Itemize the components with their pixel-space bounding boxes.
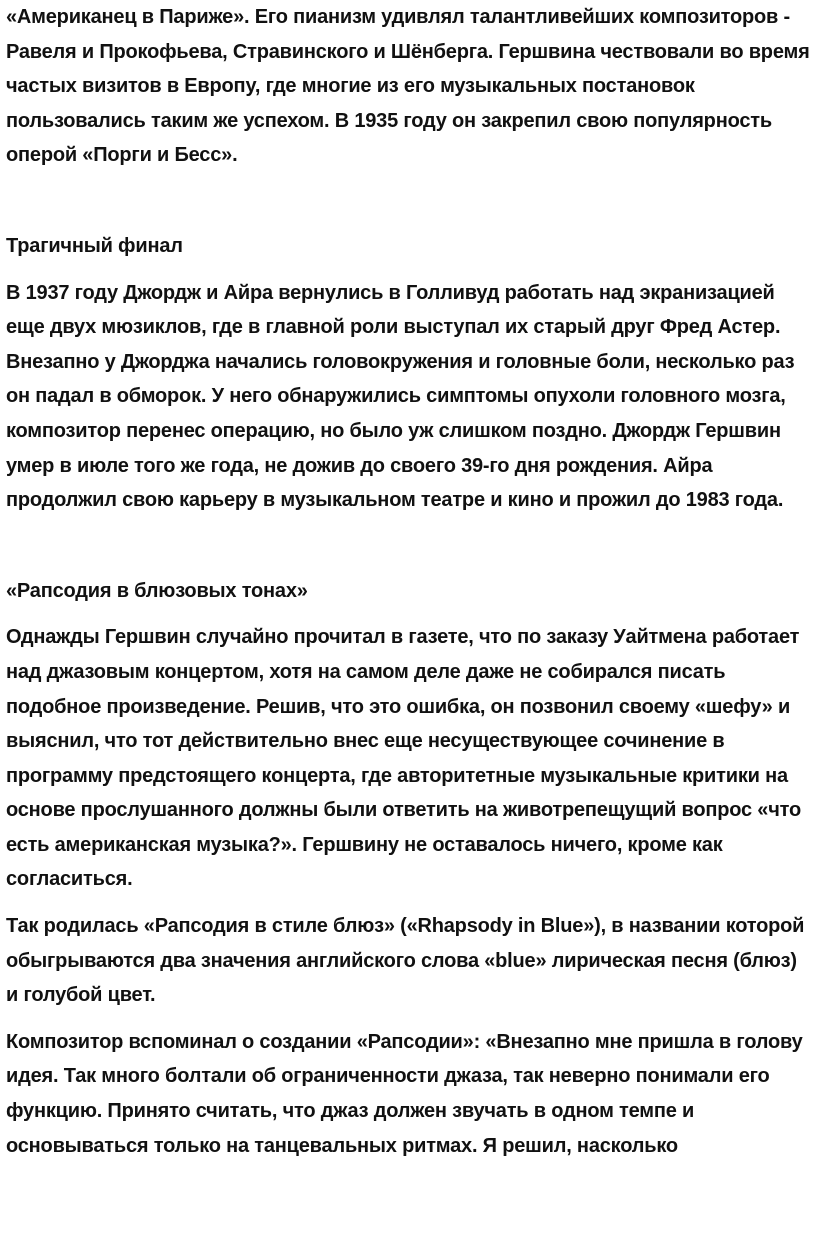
- paragraph-composer-recollection: Композитор вспоминал о создании «Рапсодии»: «Внезапно мне пришла в голову идея. Так много болтали об ограниченности джаза, так неверно понимали его функцию. Принято считать, что джаз должен звучать в одном темпе и основываться только на танцевальных ритмах. Я решил, насколько: [6, 1030, 803, 1157]
- spacer: [6, 518, 812, 574]
- paragraph-rhapsody-in-blue: Так родилась «Рапсодия в стиле блюз» («Rhapsody in Blue»), в названии которой обыгрываются два значения английского слова «blue» лирическая песня (блюз) и голубой цвет.: [6, 915, 805, 1007]
- spacer: [6, 608, 812, 620]
- spacer: [6, 173, 812, 229]
- section-heading-tragic-finale: Трагичный финал: [6, 234, 183, 257]
- paragraph-hollywood: В 1937 году Джордж и Айра вернулись в Голливуд работать над экранизацией еще двух мюзиклов, где в главной роли выступал их старый друг Фред Астер. Внезапно у Джорджа начались головокружения и головные боли, несколько раз он падал в обморок. У него обнаружились симптомы опухоли головного мозга, композитор перенес операцию, но было уж слишком поздно. Джордж Гершвин умер в июле того же года, не дожив до своего 39-го дня рождения. Айра продолжил свою карьеру в музыкальном театре и кино и прожил до 1983 года.: [6, 281, 795, 512]
- paragraph-an-american-in-paris: «Американец в Париже». Его пианизм удивлял талантливейших композиторов - Равеля и Прокофьева, Стравинского и Шёнберга. Гершвина чествовали во время частых визитов в Европу, где многие из его музыкальных постановок пользовались таким же успехом. В 1935 году он закрепил свою популярность оперой «Порги и Бесс».: [6, 6, 810, 167]
- spacer: [6, 897, 812, 909]
- section-heading-rhapsody: «Рапсодия в блюзовых тонах»: [6, 579, 308, 602]
- spacer: [6, 1013, 812, 1025]
- paragraph-newspaper: Однажды Гершвин случайно прочитал в газете, что по заказу Уайтмена работает над джазовым концертом, хотя на самом деле даже не собирался писать подобное произведение. Решив, что это ошибка, он позвонил своему «шефу» и выяснил, что тот действительно внес еще несуществующее сочинение в программу предстоящего концерта, где авторитетные музыкальные критики на основе прослушанного должны были ответить на животрепещущий вопрос «что есть американская музыка?». Гершвину не оставалось ничего, кроме как согласиться.: [6, 626, 801, 891]
- document-page: [6, 0, 812, 1163]
- spacer: [6, 264, 812, 276]
